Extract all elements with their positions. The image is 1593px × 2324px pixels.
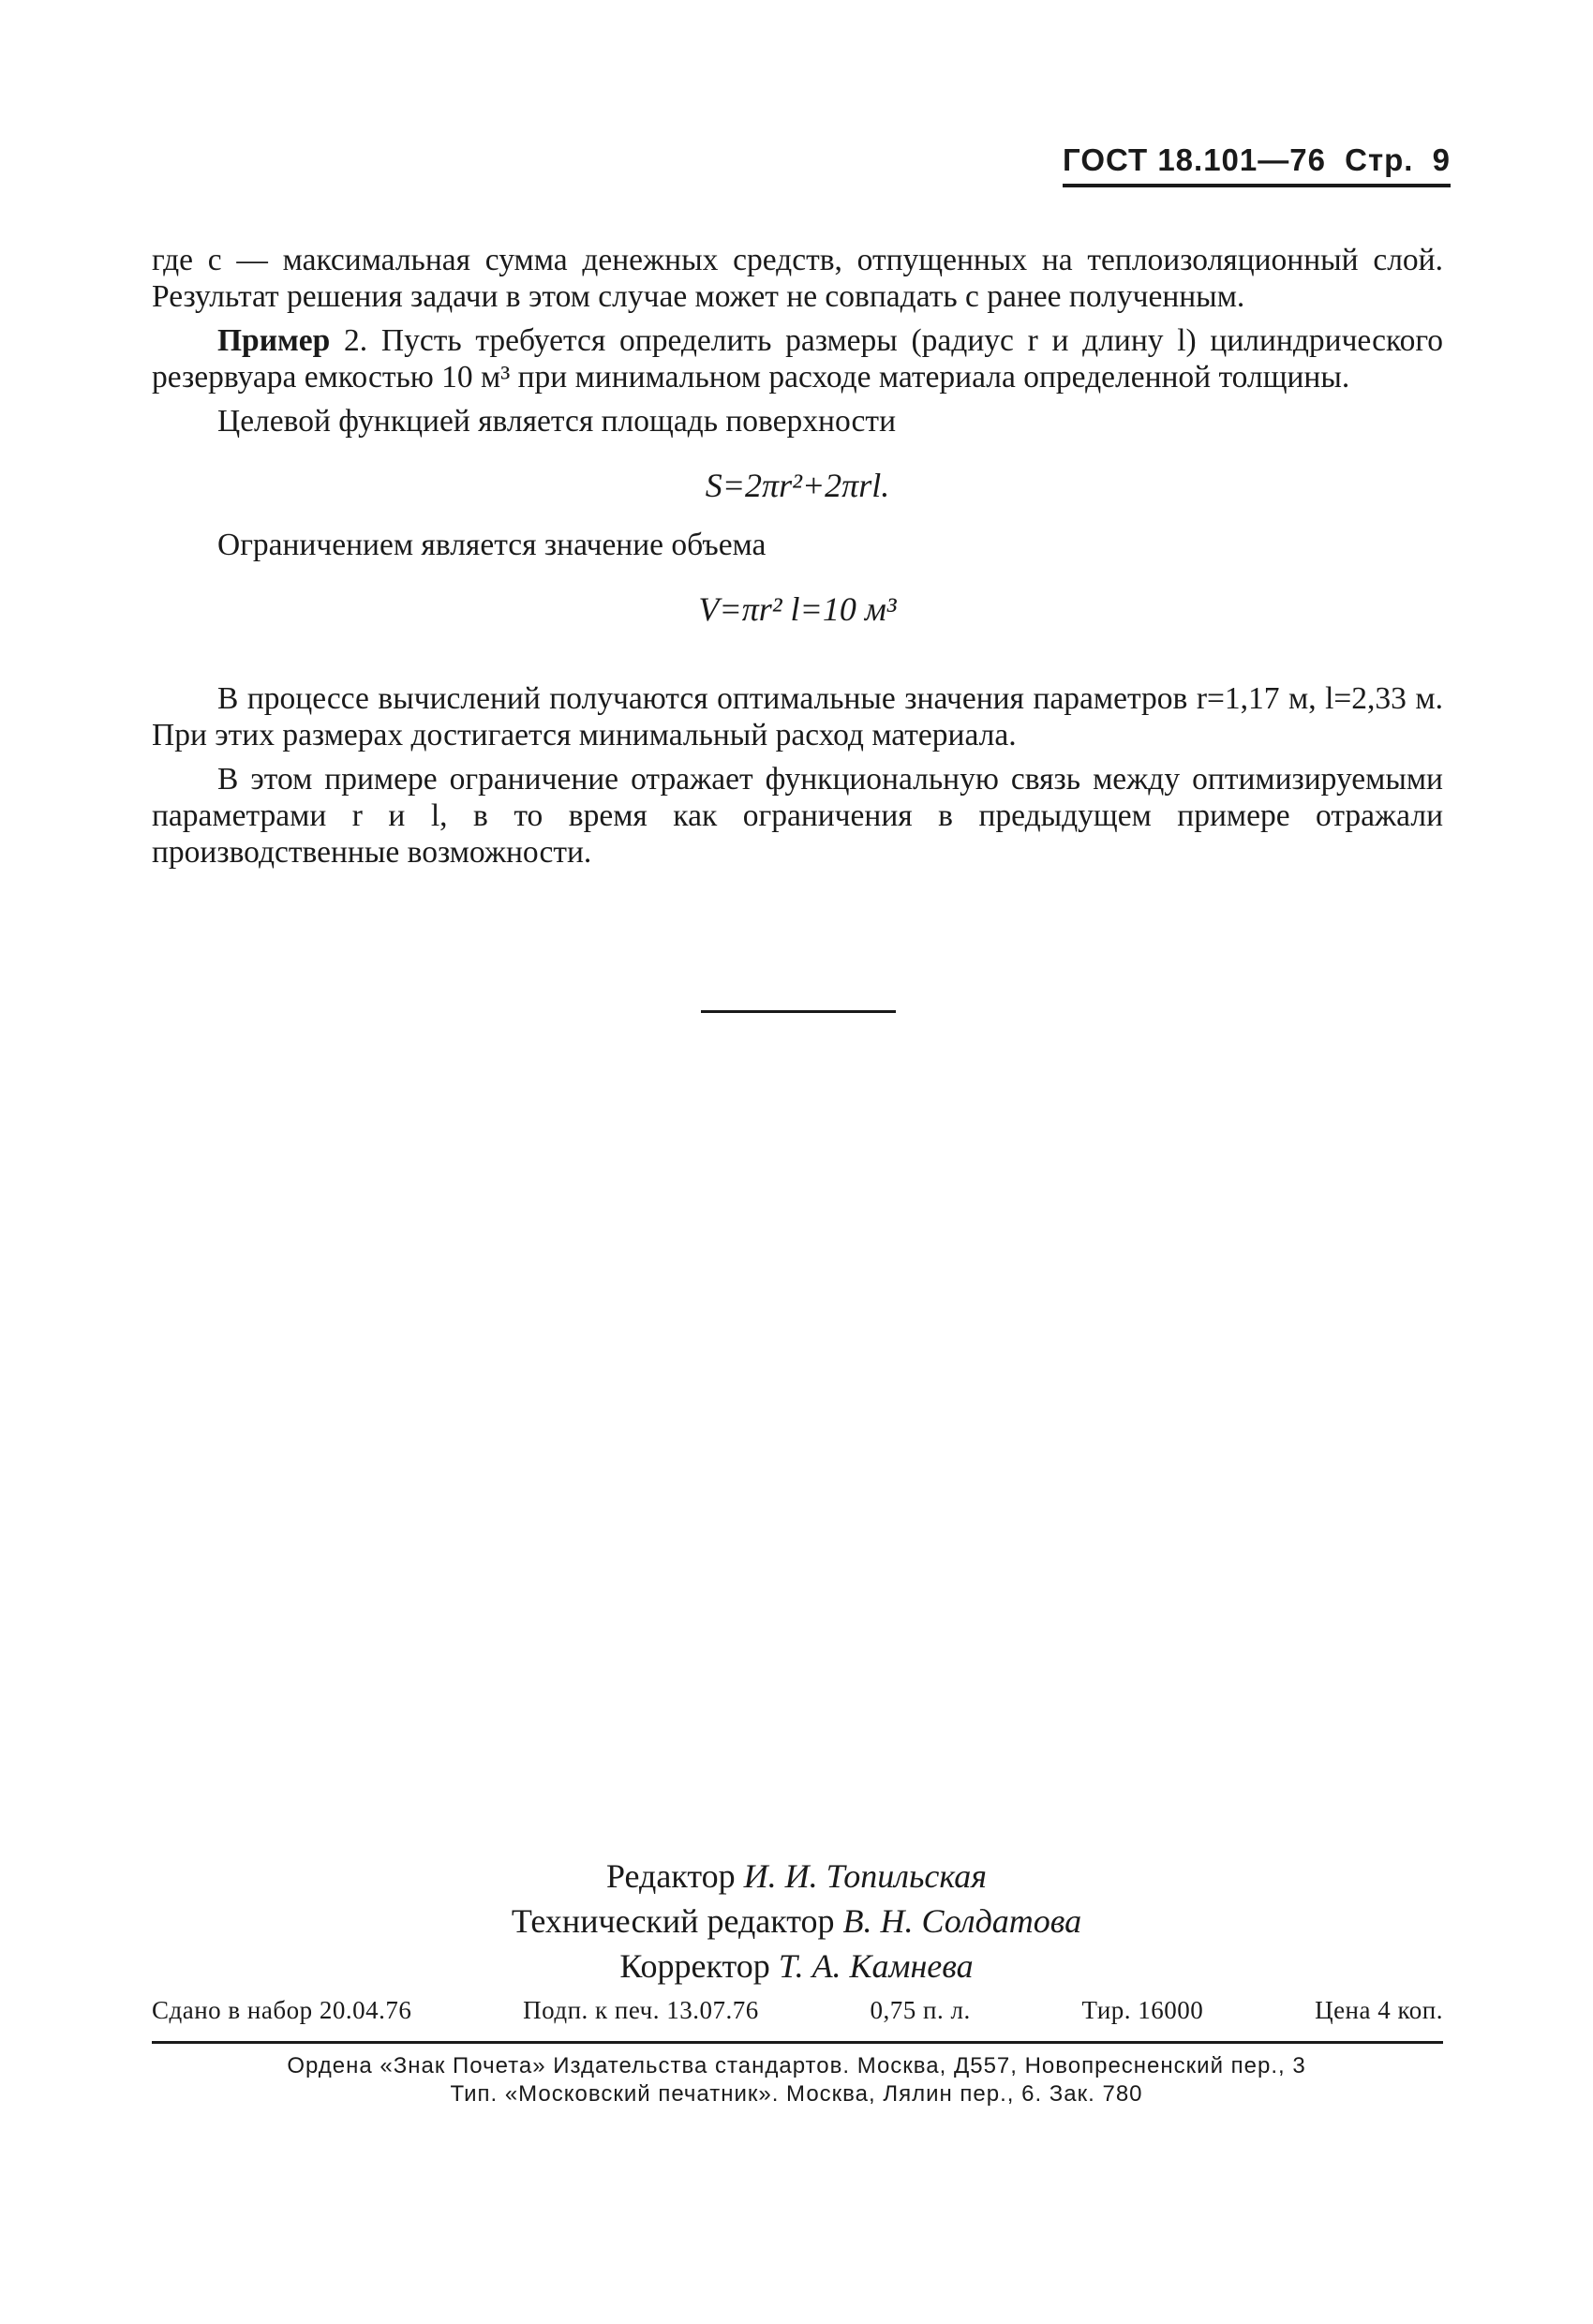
formula-surface-text: S=2πr²+2πrl. (705, 467, 890, 504)
formula-volume-text: V=πr² l=10 м³ (698, 590, 897, 628)
formula-volume (152, 591, 1443, 628)
editor-name: И. И. Топильская (743, 1857, 988, 1895)
editor-label: Редактор (605, 1857, 736, 1895)
formula-surface-area (152, 468, 1443, 504)
paragraph-cost-limit: где с — максимальная сумма денежных средств, отпущенных на теплоизоляционный слой. Результат решения задачи в этом случае может не совпадать с ранее полученным. (152, 243, 1443, 314)
tech-editor-name: В. Н. Солдатова (842, 1902, 1082, 1940)
publisher-line-1: Ордена «Знак Почета» Издательства стандартов. Москва, Д557, Новопресненский пер., 3 (287, 2053, 1306, 2078)
section-divider (701, 1010, 896, 1013)
paragraph-objective: Целевой функцией является площадь поверхности (217, 404, 896, 439)
publisher-line-2: Тип. «Московский печатник». Москва, Лялин пер., 6. Зак. 780 (450, 2081, 1143, 2107)
imprint-signed: Подп. к печ. 13.07.76 (523, 1996, 759, 2024)
paragraph-results: В процессе вычислений получаются оптимальные значения параметров r=1,17 м, l=2,33 м. При этих размерах достигается минимальный расход материала. (152, 681, 1443, 752)
imprint-rule (152, 2041, 1443, 2044)
paragraph-conclusion: В этом примере ограничение отражает функциональную связь между оптимизируемыми параметрами r и l, в то время как ограничения в предыдущем примере отражали производственные возможности. (152, 762, 1443, 870)
standard-number: ГОСТ 18.101—76 (1063, 142, 1326, 177)
imprint-sheets: 0,75 п. л. (870, 1996, 971, 2024)
imprint-details (152, 1996, 1443, 2025)
body-text (152, 242, 1443, 878)
credits-block (0, 1854, 1593, 1989)
paragraph-constraint: Ограничением является значение объема (217, 528, 767, 562)
credit-corrector (0, 1944, 1593, 1989)
credit-editor (0, 1854, 1593, 1899)
imprint-price: Цена 4 коп. (1315, 1996, 1443, 2024)
imprint-print-run: Тир. 16000 (1081, 1996, 1204, 2024)
page-number: 9 (1432, 142, 1451, 177)
corrector-name: Т. А. Камнева (778, 1947, 974, 1985)
corrector-label: Корректор (619, 1947, 770, 1985)
example-text: 2. Пусть требуется определить размеры (радиус r и длину l) цилиндрического резервуара емкостью 10 м³ при минимальном расходе материала определенной толщины. (152, 323, 1443, 395)
publisher-info (0, 2052, 1593, 2108)
imprint-typeset: Сдано в набор 20.04.76 (152, 1996, 412, 2024)
page-header (1063, 142, 1451, 187)
example-label: Пример (217, 323, 331, 358)
page-label: Стр. (1345, 142, 1414, 177)
paragraph-example-2 (152, 322, 1443, 395)
tech-editor-label: Технический редактор (511, 1902, 835, 1940)
credit-tech-editor (0, 1899, 1593, 1944)
